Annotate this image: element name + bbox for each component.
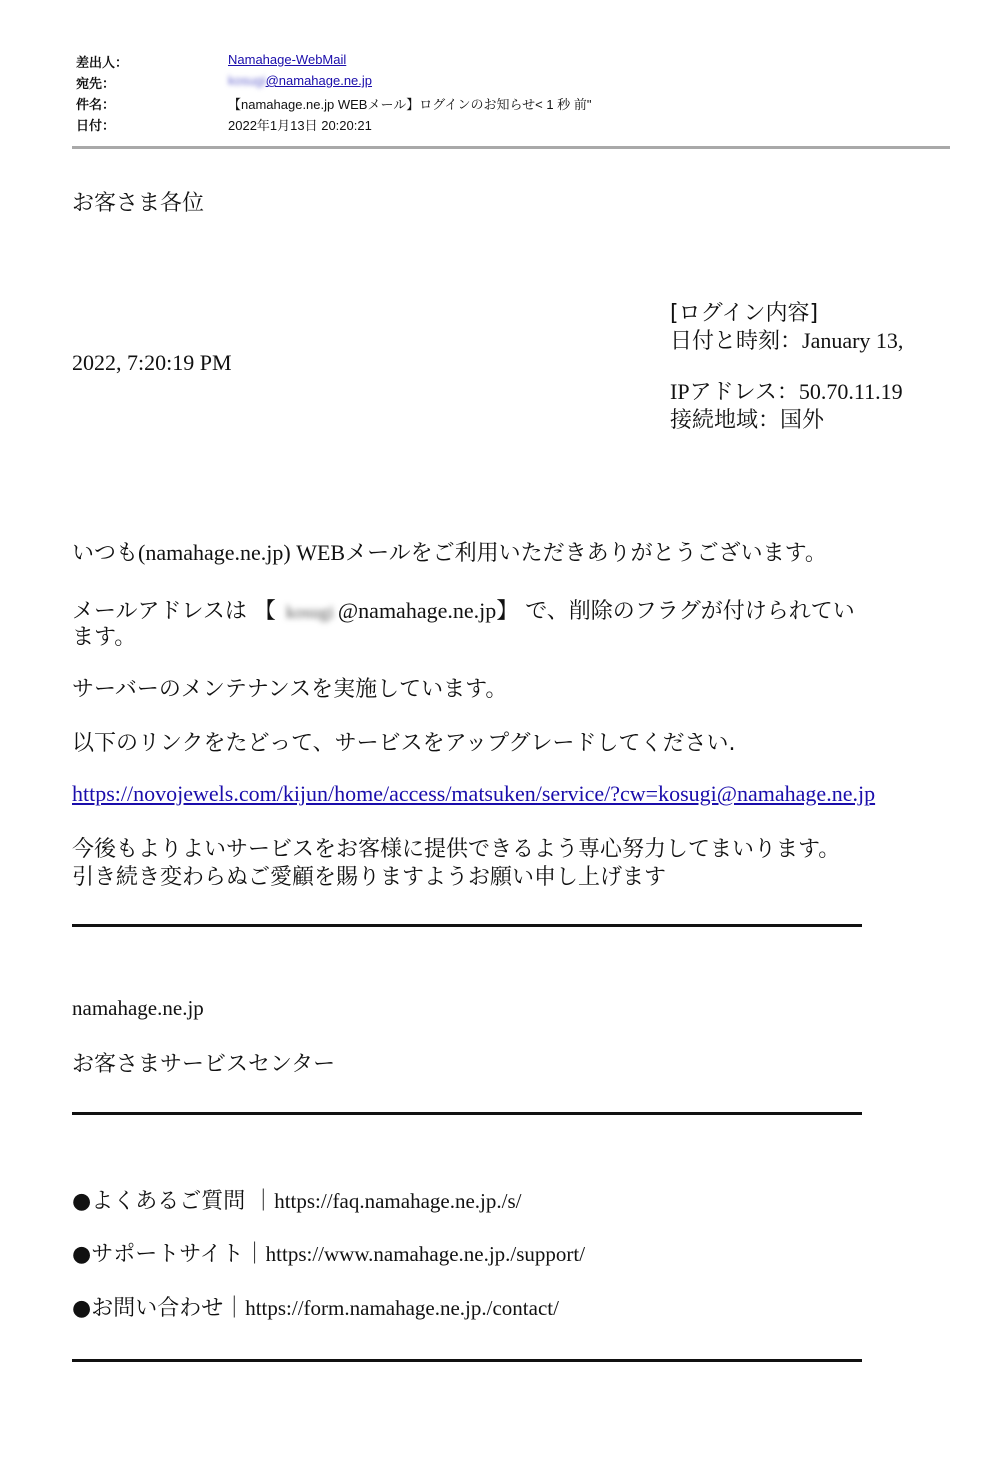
ip-value: 50.70.11.19 xyxy=(798,379,903,404)
datetime-value-part1: January 13, xyxy=(802,328,904,353)
date-label: 日付： xyxy=(76,118,116,133)
support-label: ●サポートサイト｜ xyxy=(72,1242,266,1267)
ip-label: アドレス： xyxy=(689,380,799,405)
datetime-value-part2: 2022, 7:20:19 PM xyxy=(72,350,232,375)
subject-label: 件名： xyxy=(76,97,116,112)
contact-url: https://form.namahage.ne.jp./contact/ xyxy=(245,1296,559,1320)
footer-link-support[interactable] xyxy=(72,1237,585,1268)
divider-1 xyxy=(72,924,862,927)
address-post: 】 で、削除のフラグが付けられてい xyxy=(496,599,855,624)
footer-link-contact[interactable] xyxy=(72,1291,559,1322)
closing-line-1: 今後もよりよいサービスをお客様に提供できるよう専心努力してまいります。 xyxy=(72,837,841,862)
address-domain: @namahage.ne.jp xyxy=(337,598,497,623)
region-text: 接続地域：国外 xyxy=(670,408,825,433)
login-ip-row xyxy=(670,375,903,406)
from-label: 差出人： xyxy=(76,55,129,70)
login-datetime-row xyxy=(670,324,903,355)
thanks-domain: (namahage.ne.jp) WEB xyxy=(138,540,346,565)
phishing-link[interactable]: https://novojewels.com/kijun/home/access/matsuken/service/?cw=kosugi@namahage.ne.jp xyxy=(72,781,876,806)
address-cont: ます。 xyxy=(72,625,137,650)
divider-3 xyxy=(72,1359,862,1362)
signature-domain: namahage.ne.jp xyxy=(72,996,204,1020)
to-domain: @namahage.ne.jp xyxy=(265,73,373,88)
datetime-label: 日付と時刻： xyxy=(670,329,803,354)
redacted-username: kosugi xyxy=(228,73,266,88)
contact-label: ●お問い合わせ｜ xyxy=(72,1296,246,1321)
signature-center: お客さまサービスセンター xyxy=(72,1052,336,1077)
faq-label: ●よくあるご質問 ｜ xyxy=(72,1189,275,1214)
faq-url: https://faq.namahage.ne.jp./s/ xyxy=(274,1189,522,1213)
redacted-address-user: kosugi xyxy=(285,602,334,622)
closing-line-2: 引き続き変わらぬご愛顧を賜りますようお願い申し上げます xyxy=(72,865,667,890)
to-link[interactable] xyxy=(228,73,372,88)
thanks-line xyxy=(72,536,827,567)
subject-value: 【namahage.ne.jp WEBメール】ログインのお知らせ< 1 秒 前" xyxy=(228,97,592,112)
from-link[interactable]: Namahage-WebMail xyxy=(228,52,347,67)
header-divider xyxy=(72,146,950,149)
footer-link-faq[interactable] xyxy=(72,1184,521,1215)
login-title: [ログイン内容] xyxy=(670,301,819,326)
maintenance-text: サーバーのメンテナンスを実施しています。 xyxy=(72,677,508,702)
thanks-post: メールをご利用いただきありがとうございます。 xyxy=(345,541,827,566)
thanks-pre: いつも xyxy=(72,541,139,566)
support-url: https://www.namahage.ne.jp./support/ xyxy=(265,1242,586,1266)
greeting: お客さま各位 xyxy=(72,191,205,216)
date-value: 2022年1月13日 20:20:21 xyxy=(228,118,372,133)
address-line xyxy=(72,594,855,625)
follow-link-text: 以下のリンクをたどって、サービスをアップグレードしてください. xyxy=(72,731,736,756)
address-pre: メールアドレスは 【 xyxy=(72,599,276,624)
ip-prefix: IP xyxy=(670,379,690,404)
to-label: 宛先： xyxy=(76,76,116,91)
divider-2 xyxy=(72,1112,862,1115)
